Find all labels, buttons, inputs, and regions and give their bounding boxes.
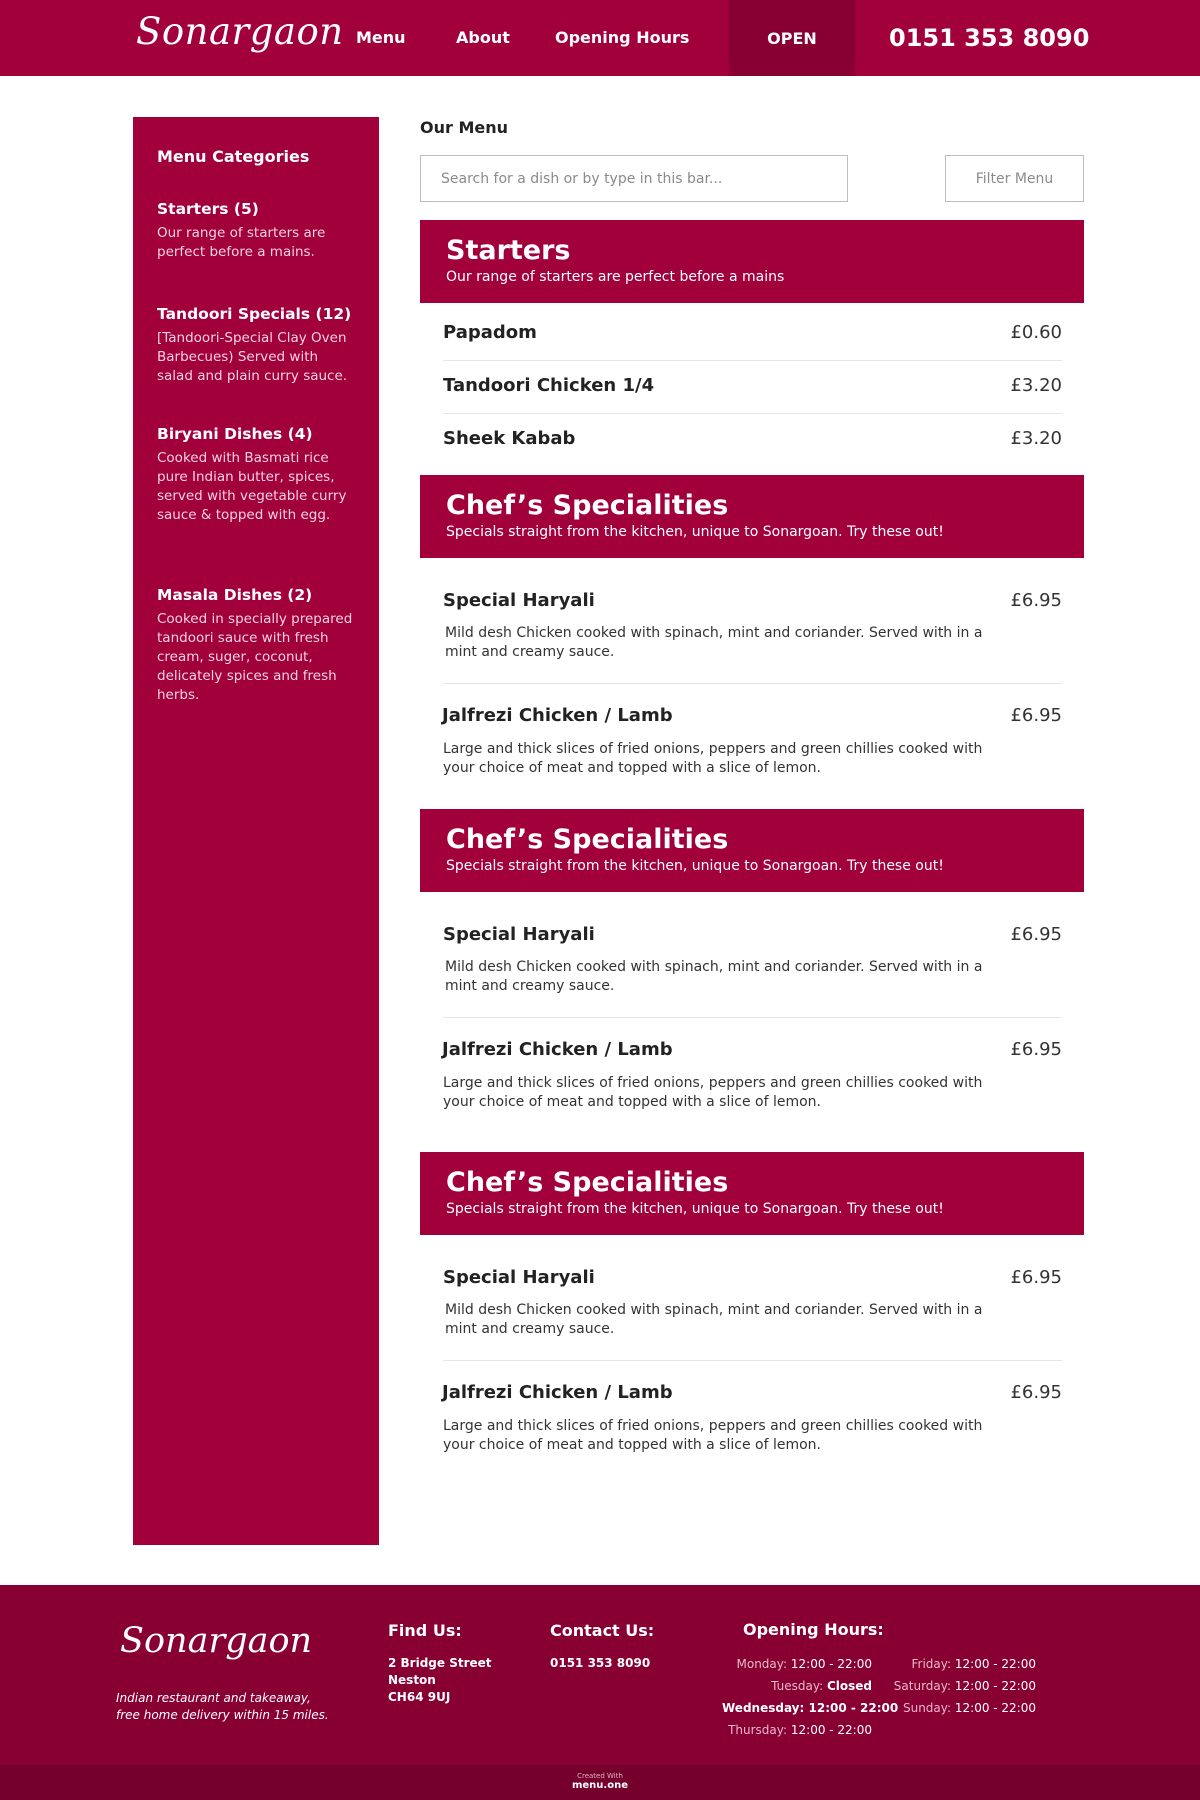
nav-opening-hours-link[interactable]: Opening Hours [555, 28, 690, 47]
hours-row-monday: Monday: 12:00 - 22:00 [736, 1657, 872, 1671]
menu-one-link[interactable]: menu.one [571, 1780, 628, 1791]
menu-item-row[interactable] [443, 586, 1062, 684]
site-footer [0, 1585, 1200, 1765]
item-name: Papadom [443, 322, 537, 343]
category-description: Our range of starters are perfect before a mains. [157, 225, 326, 260]
section-description: Specials straight from the kitchen, unique to Sonargoan. Try these out! [446, 858, 944, 874]
nav-about-link[interactable]: About [456, 28, 510, 47]
hours-row-saturday: Saturday: 12:00 - 22:00 [893, 1679, 1036, 1693]
sidebar-category-tandoori[interactable] [157, 305, 357, 386]
menu-item-row[interactable] [443, 304, 1062, 361]
item-price: £6.95 [1010, 590, 1062, 611]
item-price: £6.95 [1010, 1039, 1062, 1060]
item-name: Special Haryali [443, 1267, 595, 1288]
item-description: Mild desh Chicken cooked with spinach, mint and coriander. Served with in a mint and creamy sauce. [445, 1302, 983, 1337]
item-price: £6.95 [1010, 1267, 1062, 1288]
category-name[interactable]: Starters (5) [157, 200, 259, 218]
item-description: Mild desh Chicken cooked with spinach, mint and coriander. Served with in a mint and creamy sauce. [445, 959, 983, 994]
footer-logo[interactable]: Sonargaon [120, 1621, 313, 1661]
address-line: Neston [388, 1673, 436, 1687]
hours-row-sunday: Sunday: 12:00 - 22:00 [902, 1701, 1036, 1715]
address-line: 2 Bridge Street [388, 1656, 492, 1670]
section-title: Chef’s Specialities [446, 824, 729, 855]
opening-hours-heading: Opening Hours: [743, 1620, 884, 1639]
section-header-chefs-specialities [420, 1152, 1084, 1235]
sidebar-title: Menu Categories [157, 147, 310, 166]
category-description: [Tandoori-Special Clay Oven Barbecues) Served with salad and plain curry sauce. [157, 330, 348, 384]
section-description: Specials straight from the kitchen, unique to Sonargoan. Try these out! [446, 1201, 944, 1217]
item-price: £6.95 [1010, 705, 1062, 726]
item-name: Jalfrezi Chicken / Lamb [442, 1039, 673, 1060]
section-header-chefs-specialities [420, 809, 1084, 892]
item-name: Sheek Kabab [443, 428, 576, 449]
menu-item-row[interactable] [443, 414, 1062, 464]
item-description: Mild desh Chicken cooked with spinach, mint and coriander. Served with in a mint and creamy sauce. [445, 625, 983, 660]
hours-row-tuesday: Tuesday: Closed [771, 1679, 872, 1693]
item-description: Large and thick slices of fried onions, peppers and green chillies cooked with your choice of meat and topped with a slice of lemon. [443, 1075, 983, 1110]
menu-item-row[interactable] [443, 704, 1062, 784]
item-price: £3.20 [1010, 428, 1062, 449]
item-name: Special Haryali [443, 924, 595, 945]
menu-item-row[interactable] [443, 1263, 1062, 1361]
nav-menu-link[interactable]: Menu [356, 28, 406, 47]
hours-row-thursday: Thursday: 12:00 - 22:00 [728, 1723, 872, 1737]
item-name: Jalfrezi Chicken / Lamb [442, 705, 673, 726]
hours-row-wednesday: Wednesday: 12:00 - 22:00 [722, 1701, 899, 1715]
footer-tagline: Indian restaurant and takeaway, free home delivery within 15 miles. [116, 1691, 329, 1722]
filter-menu-button[interactable]: Filter Menu [945, 155, 1084, 202]
sidebar-category-biryani[interactable] [157, 425, 357, 525]
our-menu-heading: Our Menu [420, 118, 509, 137]
address-line: CH64 9UJ [388, 1690, 451, 1704]
created-with-label: Created With [577, 1772, 623, 1780]
item-name: Jalfrezi Chicken / Lamb [442, 1382, 673, 1403]
category-name[interactable]: Biryani Dishes (4) [157, 425, 313, 443]
menu-categories-sidebar [133, 117, 379, 1545]
menu-item-row[interactable] [443, 920, 1062, 1018]
section-title: Chef’s Specialities [446, 490, 729, 521]
section-title: Chef’s Specialities [446, 1167, 729, 1198]
sidebar-category-masala[interactable] [157, 586, 357, 705]
category-name[interactable]: Masala Dishes (2) [157, 586, 313, 604]
contact-us-heading: Contact Us: [550, 1621, 655, 1640]
menu-item-row[interactable] [443, 1381, 1062, 1461]
section-header-starters [420, 220, 1084, 303]
opening-hours-list-right [886, 1653, 1036, 1719]
item-name: Special Haryali [443, 590, 595, 611]
section-title: Starters [446, 235, 571, 266]
item-name: Tandoori Chicken 1/4 [443, 375, 655, 396]
sidebar-category-starters[interactable] [157, 200, 357, 262]
item-price: £6.95 [1010, 1382, 1062, 1403]
menu-item-row[interactable] [443, 361, 1062, 414]
created-with-bar [0, 1765, 1200, 1800]
item-price: £3.20 [1010, 375, 1062, 396]
item-description: Large and thick slices of fried onions, peppers and green chillies cooked with your choice of meat and topped with a slice of lemon. [443, 741, 983, 776]
item-price: £6.95 [1010, 924, 1062, 945]
footer-contact-phone[interactable]: 0151 353 8090 [550, 1656, 651, 1670]
footer-address [388, 1655, 492, 1706]
open-status-badge: OPEN [729, 0, 855, 76]
section-description: Our range of starters are perfect before a mains [446, 269, 785, 285]
section-description: Specials straight from the kitchen, unique to Sonargoan. Try these out! [446, 524, 944, 540]
hours-row-friday: Friday: 12:00 - 22:00 [911, 1657, 1036, 1671]
opening-hours-list-left [722, 1653, 899, 1741]
find-us-heading: Find Us: [388, 1621, 462, 1640]
item-price: £0.60 [1010, 322, 1062, 343]
category-description: Cooked with Basmati rice pure Indian butter, spices, served with vegetable curry sauce & topped with egg. [157, 450, 347, 523]
site-logo[interactable]: Sonargaon [136, 10, 344, 53]
site-header [0, 0, 1200, 76]
category-name[interactable]: Tandoori Specials (12) [157, 305, 352, 323]
header-phone-number[interactable]: 0151 353 8090 [889, 24, 1090, 52]
section-header-chefs-specialities [420, 475, 1084, 558]
item-description: Large and thick slices of fried onions, peppers and green chillies cooked with your choice of meat and topped with a slice of lemon. [443, 1418, 983, 1453]
menu-item-row[interactable] [443, 1038, 1062, 1118]
dish-search-input[interactable] [420, 155, 848, 202]
category-description: Cooked in specially prepared tandoori sauce with fresh cream, suger, coconut, delicately spices and fresh herbs. [157, 611, 353, 703]
